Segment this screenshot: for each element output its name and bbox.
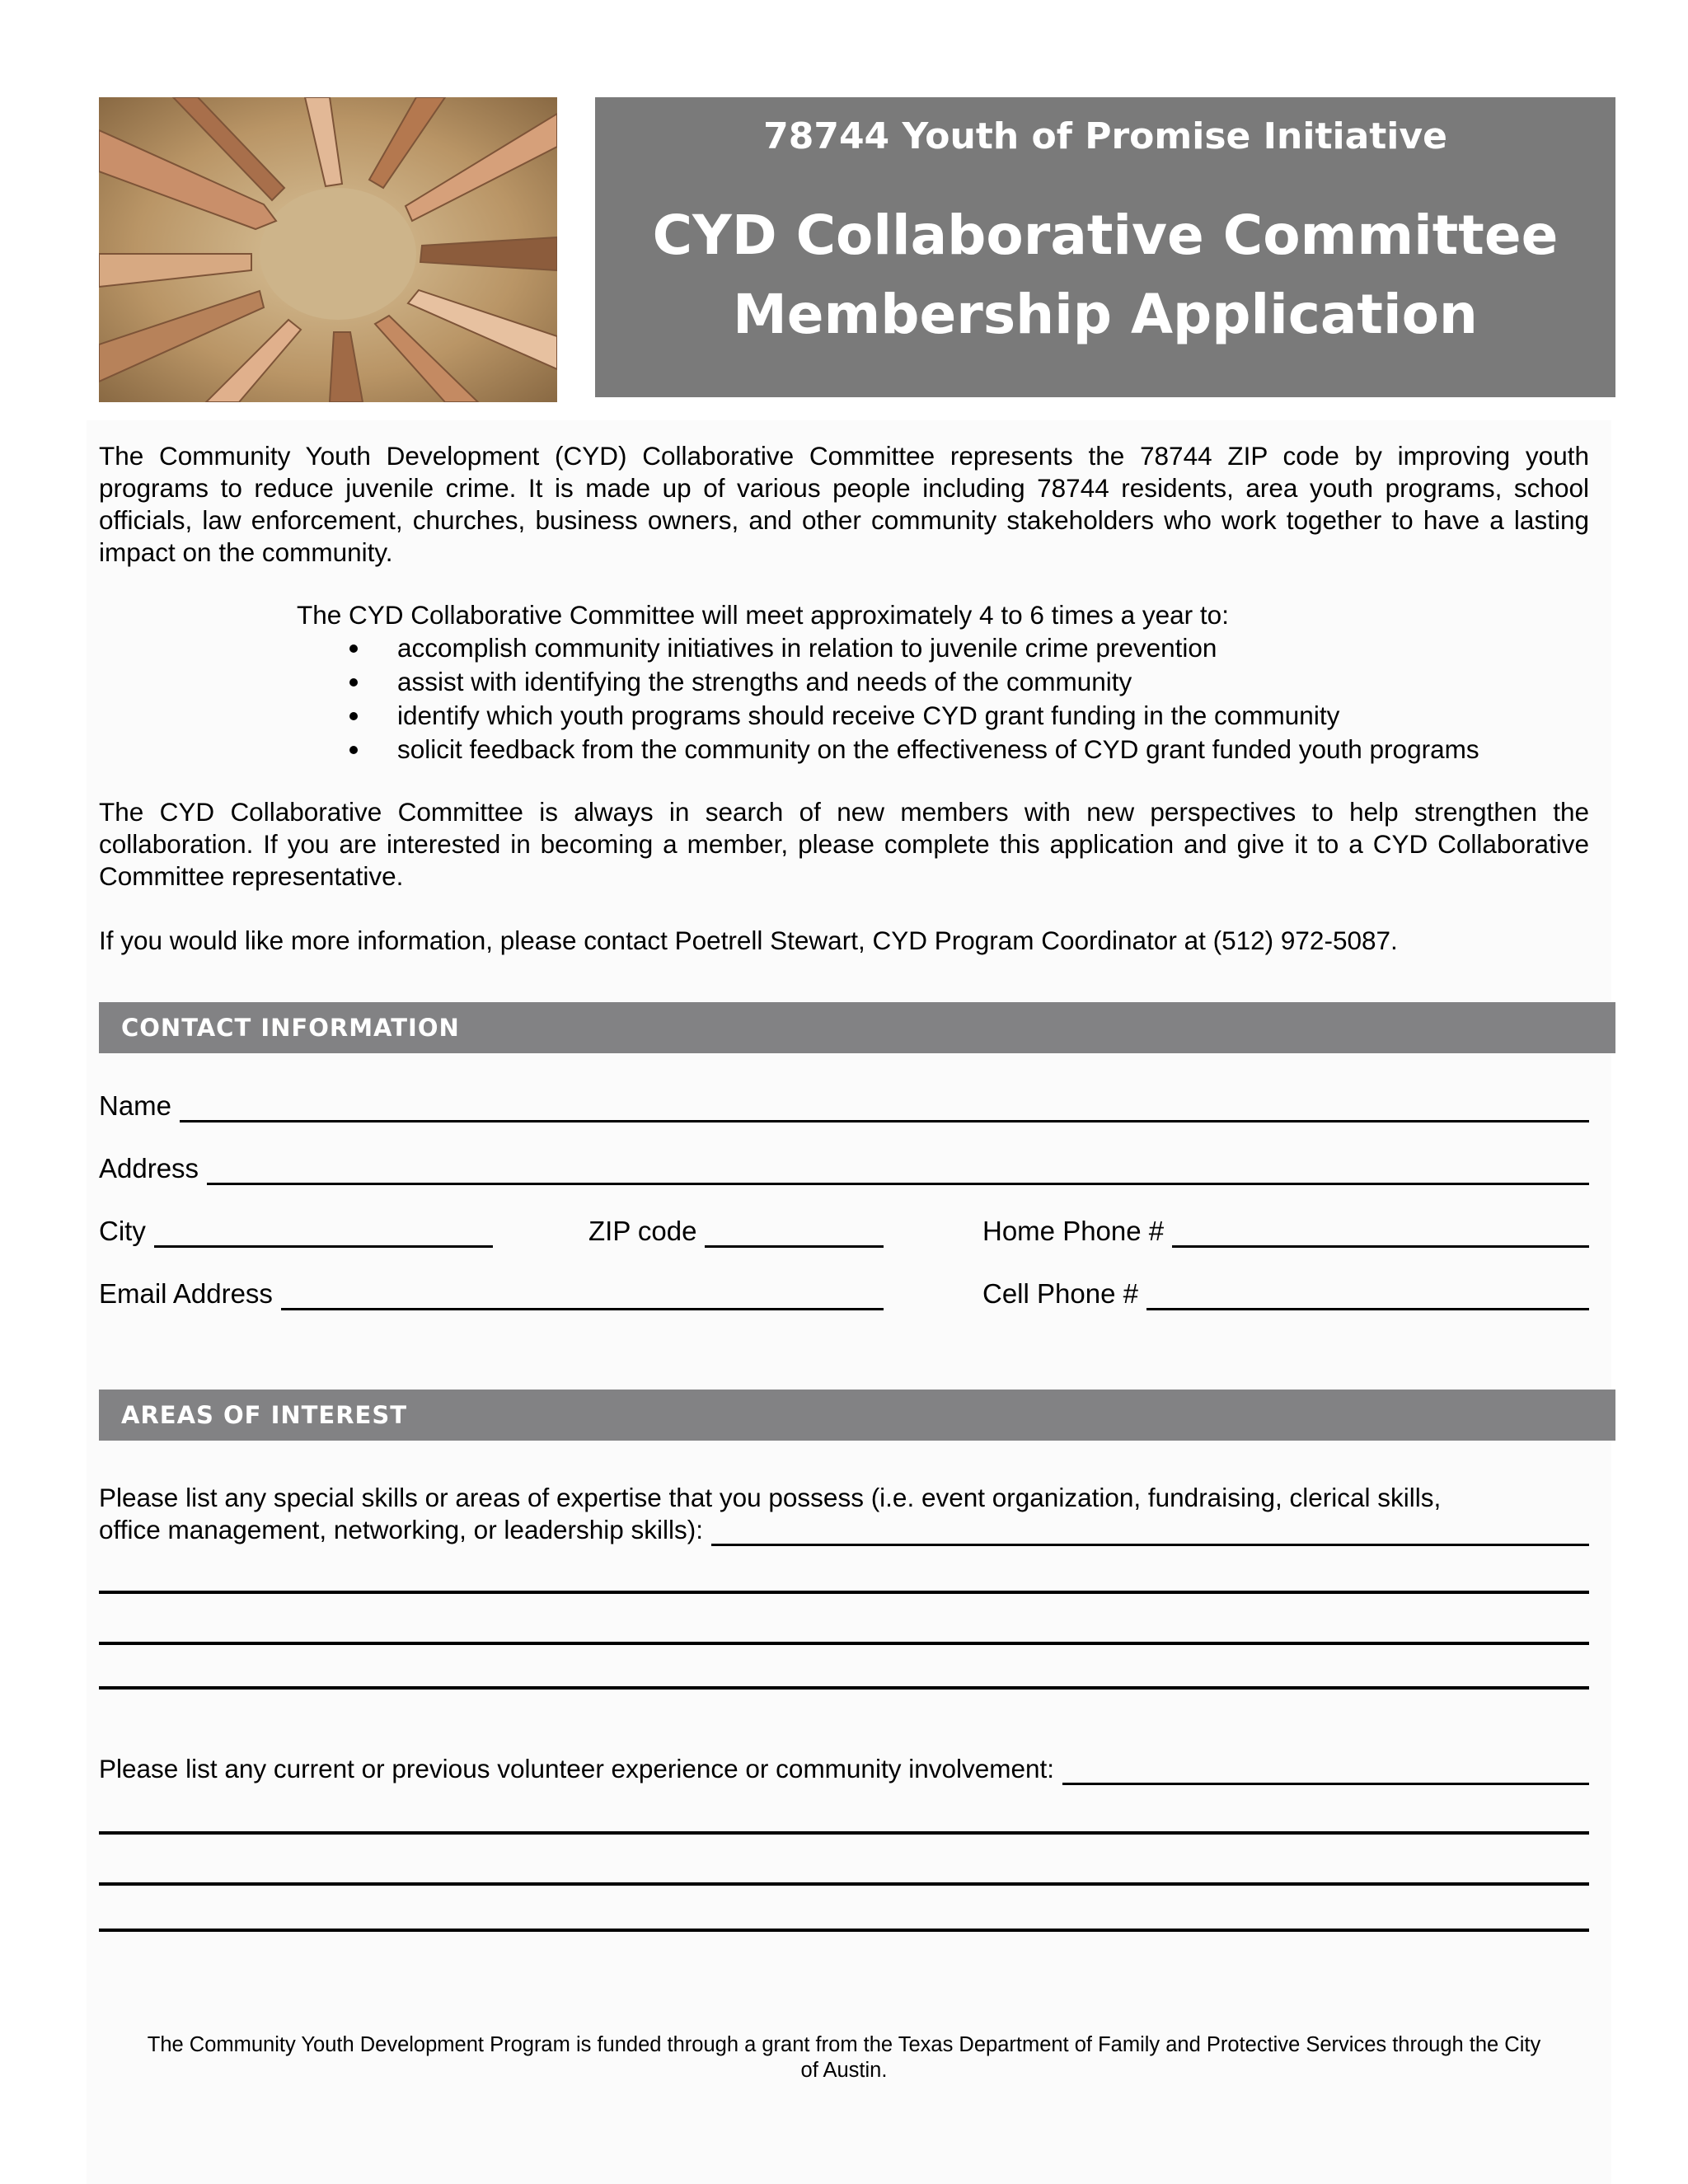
zip-field[interactable] xyxy=(588,1215,884,1248)
email-label: Email Address xyxy=(99,1278,273,1309)
home-phone-input-line[interactable] xyxy=(1172,1221,1589,1248)
volunteer-answer-line[interactable] xyxy=(99,1831,1589,1835)
name-label: Name xyxy=(99,1090,172,1121)
list-item: assist with identifying the strengths and needs of the community xyxy=(297,665,1479,699)
zip-input-line[interactable] xyxy=(705,1221,884,1248)
name-input-line[interactable] xyxy=(180,1095,1589,1122)
cell-phone-label: Cell Phone # xyxy=(982,1278,1138,1309)
page-title xyxy=(595,196,1615,354)
funding-note-line-2: of Austin. xyxy=(800,2059,888,2082)
skills-answer-line[interactable] xyxy=(99,1642,1589,1645)
title-line-2: Membership Application xyxy=(733,283,1478,346)
contact-section-header: CONTACT INFORMATION xyxy=(99,1002,1615,1053)
membership-paragraph: The CYD Collaborative Committee is always in search of new members with new perspectives to help strengthen the collaboration. If you are interested in becoming a member, please complete this application and give it to a CYD Collaborative Committee representative. xyxy=(99,797,1589,891)
skills-input-line[interactable] xyxy=(711,1519,1589,1546)
title-line-1: CYD Collaborative Committee xyxy=(652,204,1559,267)
cell-phone-input-line[interactable] xyxy=(1146,1283,1589,1310)
home-phone-label: Home Phone # xyxy=(982,1216,1165,1246)
header-banner xyxy=(595,97,1615,397)
contact-info-paragraph: If you would like more information, please contact Poetrell Stewart, CYD Program Coordinator at (512) 972-5087. xyxy=(99,926,1398,955)
email-field[interactable] xyxy=(99,1277,884,1310)
name-field[interactable] xyxy=(99,1090,1589,1122)
initiative-name: 78744 Youth of Promise Initiative xyxy=(763,115,1447,157)
skills-answer-line[interactable] xyxy=(99,1686,1589,1690)
email-input-line[interactable] xyxy=(281,1283,884,1310)
skills-question-line-1: Please list any special skills or areas of expertise that you possess (i.e. event organization, fundraising, clerical skills, xyxy=(99,1483,1442,1512)
city-field[interactable] xyxy=(99,1215,493,1248)
volunteer-question: Please list any current or previous volunteer experience or community involvement: xyxy=(99,1754,1055,1783)
meeting-goals-list xyxy=(297,631,1479,766)
zip-label: ZIP code xyxy=(588,1216,697,1246)
volunteer-field[interactable] xyxy=(99,1752,1589,1785)
address-label: Address xyxy=(99,1153,199,1183)
funding-note xyxy=(99,2032,1589,2083)
address-input-line[interactable] xyxy=(207,1158,1589,1185)
volunteer-input-line[interactable] xyxy=(1062,1758,1589,1785)
skills-answer-line[interactable] xyxy=(99,1591,1589,1594)
funding-note-line-1: The Community Youth Development Program is funded through a grant from the Texas Department of Family and Protective Services through the City xyxy=(147,2033,1541,2056)
city-input-line[interactable] xyxy=(154,1221,493,1248)
address-field[interactable] xyxy=(99,1152,1589,1185)
home-phone-field[interactable] xyxy=(982,1215,1589,1248)
interests-section-header: AREAS OF INTEREST xyxy=(99,1390,1615,1441)
skills-question-line-2: office management, networking, or leadership skills): xyxy=(99,1515,704,1544)
volunteer-answer-line[interactable] xyxy=(99,1882,1589,1886)
cell-phone-field[interactable] xyxy=(982,1277,1589,1310)
list-item: accomplish community initiatives in relation to juvenile crime prevention xyxy=(297,631,1479,665)
list-item: solicit feedback from the community on the effectiveness of CYD grant funded youth programs xyxy=(297,733,1479,766)
meeting-intro: The CYD Collaborative Committee will meet approximately 4 to 6 times a year to: xyxy=(297,600,1229,630)
skills-field[interactable] xyxy=(99,1513,1589,1546)
city-label: City xyxy=(99,1216,146,1246)
hands-circle-photo xyxy=(99,97,557,402)
list-item: identify which youth programs should receive CYD grant funding in the community xyxy=(297,699,1479,733)
volunteer-answer-line[interactable] xyxy=(99,1929,1589,1932)
intro-paragraph: The Community Youth Development (CYD) Collaborative Committee represents the 78744 ZIP code by improving youth programs to reduce juvenile crime. It is made up of various people including 78744 residents, area youth programs, school officials, law enforcement, churches, business owners, and other community stakeholders who work together to have a lasting impact on the community. xyxy=(99,441,1589,567)
